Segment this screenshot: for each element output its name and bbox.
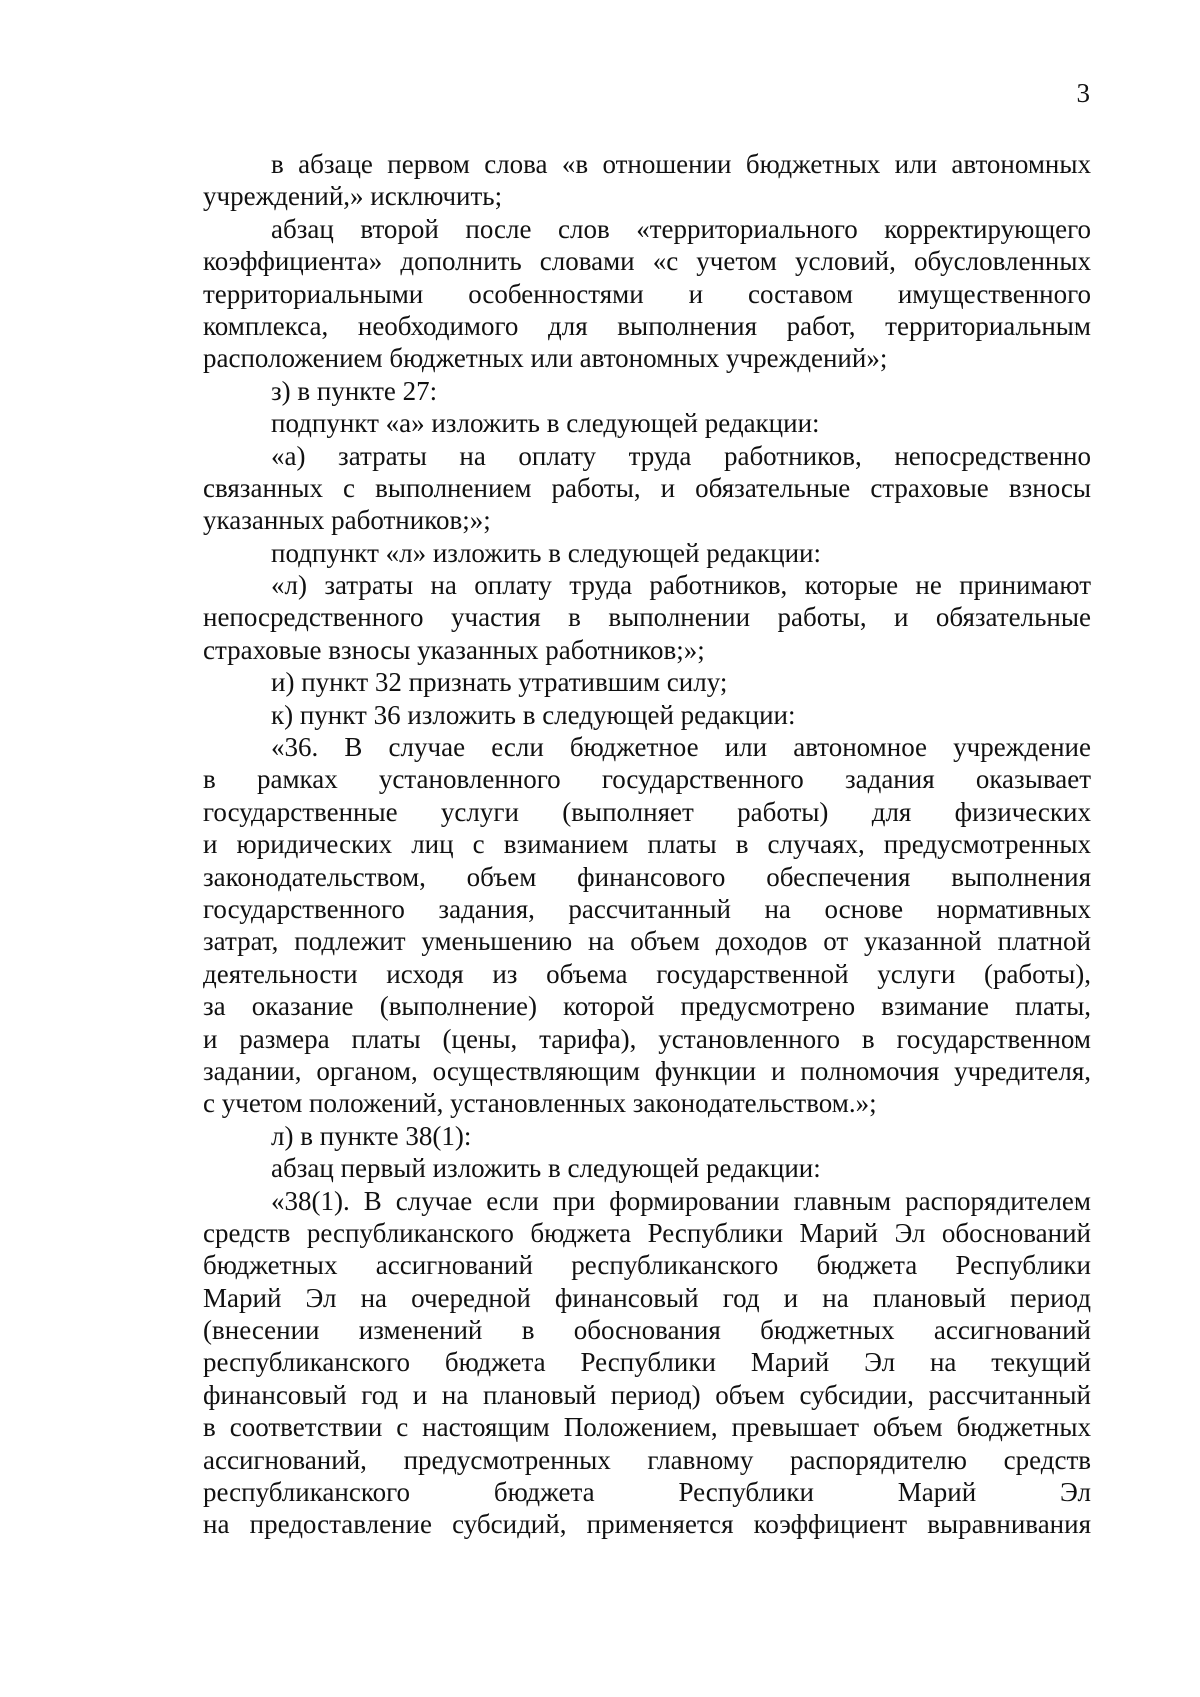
text-line: л) в пункте 38(1):	[271, 1120, 472, 1151]
document-body	[203, 148, 1091, 1541]
text-line: (внесении изменений в обоснования бюджетных ассигнований	[203, 1315, 1091, 1346]
text-line: бюджетных ассигнований республиканского бюджета Республики	[203, 1250, 1091, 1281]
text-line: «36. В случае если бюджетное или автономное учреждение	[271, 732, 1091, 763]
text-line: указанных работников;»;	[203, 505, 491, 536]
text-line: Марий Эл на очередной финансовый год и на плановый период	[203, 1282, 1091, 1313]
text-line: в абзаце первом слова «в отношении бюджетных или автономных	[271, 149, 1091, 179]
text-line: в соответствии с настоящим Положением, превышает объем бюджетных	[203, 1412, 1091, 1443]
text-line: «38(1). В случае если при формировании главным распорядителем	[271, 1185, 1091, 1216]
text-line: комплекса, необходимого для выполнения работ, территориальным	[203, 310, 1091, 341]
text-line: с учетом положений, установленных законодательством.»;	[203, 1088, 877, 1119]
text-line: средств республиканского бюджета Республики Марий Эл обоснований	[203, 1217, 1091, 1248]
text-line: за оказание (выполнение) которой предусмотрено взимание платы,	[203, 991, 1091, 1022]
page-number: 3	[1076, 78, 1090, 108]
text-line: финансовый год и на плановый период) объем субсидии, рассчитанный	[203, 1379, 1091, 1410]
text-line: непосредственного участия в выполнении работы, и обязательные	[203, 602, 1091, 633]
text-line: ассигнований, предусмотренных главному распорядителю средств	[203, 1444, 1091, 1475]
text-line: подпункт «л» изложить в следующей редакции:	[271, 537, 822, 568]
text-line: расположением бюджетных или автономных учреждений»;	[203, 343, 888, 374]
text-line: з) в пункте 27:	[271, 375, 438, 406]
text-line: абзац первый изложить в следующей редакции:	[271, 1153, 821, 1184]
text-line: на предоставление субсидий, применяется коэффициент выравнивания	[203, 1509, 1091, 1540]
text-line: к) пункт 36 изложить в следующей редакции:	[271, 699, 796, 730]
text-line: «л) затраты на оплату труда работников, которые не принимают	[271, 570, 1091, 601]
text-line: деятельности исходя из объема государственной услуги (работы),	[203, 958, 1091, 989]
text-line: абзац второй после слов «территориального корректирующего	[271, 213, 1091, 244]
text-line: связанных с выполнением работы, и обязательные страховые взносы	[203, 472, 1091, 503]
text-line: государственные услуги (выполняет работы) для физических	[203, 796, 1091, 827]
text-line: законодательством, объем финансового обеспечения выполнения	[203, 861, 1091, 892]
text-line: и юридических лиц с взиманием платы в случаях, предусмотренных	[203, 829, 1091, 860]
text-line: затрат, подлежит уменьшению на объем доходов от указанной платной	[203, 926, 1091, 957]
text-line: учреждений,» исключить;	[203, 181, 503, 212]
text-line: страховые взносы указанных работников;»;	[203, 634, 705, 665]
text-line: коэффициента» дополнить словами «с учетом условий, обусловленных	[203, 246, 1091, 277]
text-line: задании, органом, осуществляющим функции и полномочия учредителя,	[203, 1055, 1091, 1086]
text-line: государственного задания, рассчитанный на основе нормативных	[203, 893, 1091, 924]
text-line: и размера платы (цены, тарифа), установленного в государственном	[203, 1023, 1091, 1054]
text-line: в рамках установленного государственного задания оказывает	[203, 764, 1091, 795]
text-line: республиканского бюджета Республики Марий Эл	[203, 1477, 1091, 1508]
text-line: «а) затраты на оплату труда работников, непосредственно	[271, 440, 1091, 471]
text-line: территориальными особенностями и составом имущественного	[203, 278, 1091, 309]
text-line: и) пункт 32 признать утратившим силу;	[271, 667, 728, 698]
text-line: республиканского бюджета Республики Марий Эл на текущий	[203, 1347, 1091, 1378]
text-line: подпункт «а» изложить в следующей редакции:	[271, 408, 820, 439]
